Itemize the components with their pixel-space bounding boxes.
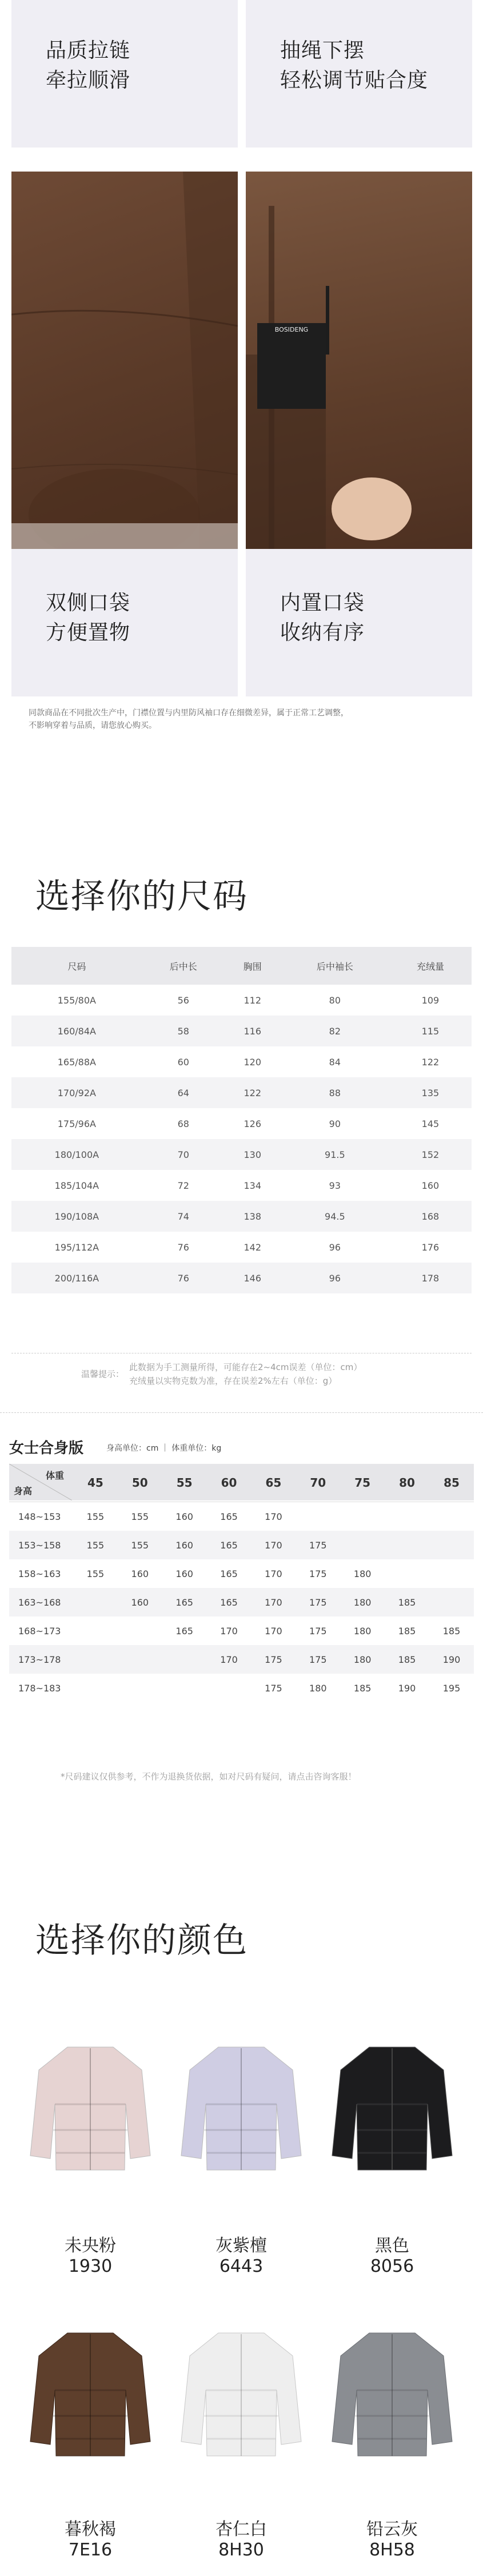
bosideng-label: BOSIDENG — [274, 326, 309, 333]
jacket-icon — [329, 2322, 455, 2459]
table-row — [9, 1588, 474, 1617]
feature-drawcord-title: 抽绳下摆 — [280, 39, 365, 62]
weight-header: 45 — [73, 1464, 118, 1502]
feature-inner-title: 内置口袋 — [280, 591, 365, 615]
table-row — [11, 1263, 472, 1293]
table-cell: 200/116A — [11, 1263, 142, 1293]
table-row — [11, 1046, 472, 1077]
table-cell — [429, 1531, 474, 1559]
table-cell: 60 — [177, 1056, 189, 1068]
table-cell: 160 — [421, 1180, 440, 1191]
feature-drawcord-subtitle: 轻松调节贴合度 — [280, 69, 429, 92]
table-cell: 176 — [421, 1241, 440, 1253]
table-row — [11, 1108, 472, 1139]
table-cell: 76 — [177, 1241, 189, 1253]
feature-section — [0, 0, 483, 696]
table-cell: 190 — [429, 1645, 474, 1674]
table-row — [11, 1170, 472, 1201]
color-name: 未央粉 — [65, 2236, 116, 2256]
weight-header: 85 — [429, 1464, 474, 1502]
table-cell: 94.5 — [281, 1201, 389, 1232]
weight-header: 65 — [252, 1464, 296, 1502]
jacket-icon — [27, 2036, 153, 2173]
table-cell: 68 — [177, 1118, 189, 1129]
table-cell: 155/80A — [57, 994, 96, 1006]
height-cell: 153~158 — [9, 1531, 73, 1559]
table-row — [9, 1502, 474, 1531]
table-cell: 142 — [244, 1241, 262, 1253]
table-cell — [162, 1645, 207, 1674]
table-cell — [296, 1502, 340, 1531]
table-cell — [385, 1559, 429, 1588]
jacket-icon — [178, 2322, 304, 2459]
table-cell: 134 — [244, 1180, 262, 1191]
table-cell — [385, 1502, 429, 1531]
batch-note-line2: 不影响穿着与品质，请您放心购买。 — [29, 721, 157, 730]
table-cell: 146 — [225, 1263, 281, 1293]
color-code: 7E16 — [68, 2540, 113, 2560]
table-cell: 178 — [389, 1263, 472, 1293]
feature-drawcord-panel — [246, 0, 472, 148]
color-card-brown[interactable] — [16, 2322, 165, 2573]
corner-weight-label: 体重 — [45, 1470, 64, 1481]
table-cell: 130 — [225, 1139, 281, 1170]
batch-note-line1: 同款商品在不同批次生产中，门襟位置与内里防风袖口存在细微差异，属于正常工艺调整， — [29, 708, 349, 718]
fit-table — [9, 1464, 474, 1702]
table-cell: 70 — [142, 1139, 225, 1170]
table-cell: 175 — [309, 1568, 327, 1579]
fit-footnote: *尺码建议仅供参考，不作为退换货依据，如对尺码有疑问，请点击咨询客服！ — [61, 1771, 357, 1782]
table-cell: 145 — [421, 1118, 440, 1129]
table-cell — [118, 1617, 162, 1645]
table-cell: 155 — [118, 1531, 162, 1559]
table-cell: 96 — [329, 1241, 341, 1253]
table-cell: 165 — [175, 1625, 193, 1637]
color-code: 6443 — [219, 2256, 264, 2276]
table-cell: 175 — [296, 1645, 340, 1674]
table-cell: 170 — [252, 1531, 296, 1559]
table-cell: 165 — [207, 1531, 252, 1559]
color-code: 8H30 — [218, 2540, 264, 2560]
feature-zipper-subtitle: 牵拉顺滑 — [46, 69, 131, 92]
table-row — [11, 1201, 472, 1232]
feature-pocket-subtitle: 方便置物 — [46, 621, 131, 644]
height-cell: 163~168 — [9, 1588, 73, 1617]
table-cell: 112 — [244, 994, 262, 1006]
table-cell: 126 — [244, 1118, 262, 1129]
table-cell: 115 — [389, 1016, 472, 1046]
color-code: 8H58 — [369, 2540, 415, 2560]
table-cell: 180 — [340, 1645, 385, 1674]
size-col-header: 胸围 — [225, 947, 281, 985]
height-cell: 148~153 — [18, 1511, 61, 1522]
table-cell: 175 — [296, 1531, 340, 1559]
color-name: 暮秋褐 — [65, 2519, 116, 2539]
table-cell — [429, 1588, 474, 1617]
table-cell — [73, 1645, 118, 1674]
section-divider — [0, 1412, 483, 1413]
tip-line1: 此数据为手工测量所得，可能存在2~4cm误差（单位：cm） — [129, 1362, 362, 1372]
weight-header: 50 — [118, 1464, 162, 1502]
table-cell: 80 — [329, 994, 341, 1006]
table-cell: 120 — [244, 1056, 262, 1068]
jacket-icon — [329, 2036, 455, 2173]
table-cell: 185 — [353, 1682, 372, 1694]
table-cell: 175 — [296, 1588, 340, 1617]
table-cell — [162, 1674, 207, 1702]
color-name: 杏仁白 — [215, 2519, 267, 2539]
table-row — [9, 1617, 474, 1645]
color-code: 1930 — [68, 2256, 113, 2276]
feature-pocket-title: 双侧口袋 — [46, 591, 131, 615]
table-cell: 155 — [131, 1511, 149, 1522]
table-cell — [73, 1674, 118, 1702]
size-col-header: 尺码 — [11, 947, 142, 985]
table-cell: 185/104A — [54, 1180, 99, 1191]
table-cell: 180 — [353, 1568, 372, 1579]
table-row — [9, 1645, 474, 1674]
table-cell: 74 — [142, 1201, 225, 1232]
size-col-header: 后中袖长 — [281, 947, 389, 985]
table-cell: 56 — [177, 994, 189, 1006]
table-cell — [118, 1674, 162, 1702]
table-cell: 165 — [220, 1511, 238, 1522]
table-cell: 72 — [177, 1180, 189, 1191]
feature-pocket-panel — [11, 549, 238, 696]
table-row — [11, 985, 472, 1016]
size-title: 选择你的尺码 — [35, 877, 248, 917]
table-cell: 180 — [340, 1588, 385, 1617]
table-cell: 76 — [142, 1263, 225, 1293]
table-cell — [73, 1588, 118, 1617]
table-cell: 122 — [421, 1056, 440, 1068]
fit-units: 身高单位：cm ｜ 体重单位：kg — [106, 1444, 222, 1453]
table-cell: 170 — [207, 1645, 252, 1674]
weight-header: 80 — [385, 1464, 429, 1502]
color-name: 灰紫檀 — [215, 2236, 267, 2256]
table-cell — [207, 1674, 252, 1702]
feature-zipper-panel — [11, 0, 238, 148]
table-cell: 170 — [265, 1568, 282, 1579]
color-card-gray[interactable] — [318, 2322, 466, 2573]
table-cell: 160 — [175, 1568, 193, 1579]
table-cell: 91.5 — [281, 1139, 389, 1170]
size-col-header: 后中长 — [142, 947, 225, 985]
table-cell — [429, 1559, 474, 1588]
table-cell: 90 — [329, 1118, 341, 1129]
table-cell: 96 — [281, 1263, 389, 1293]
table-cell: 175/96A — [57, 1118, 96, 1129]
table-cell: 195/112A — [54, 1241, 99, 1253]
color-card-white[interactable] — [167, 2322, 316, 2573]
feature-zipper-title: 品质拉链 — [46, 39, 131, 62]
color-card-lavender[interactable] — [167, 2036, 316, 2299]
table-cell: 195 — [442, 1682, 461, 1694]
table-cell: 180/100A — [11, 1139, 142, 1170]
color-title: 选择你的颜色 — [35, 1921, 248, 1961]
table-cell — [340, 1531, 385, 1559]
table-cell: 185 — [398, 1625, 416, 1637]
corner-height-label: 身高 — [14, 1486, 33, 1496]
color-card-black[interactable] — [318, 2036, 466, 2299]
table-cell: 170 — [252, 1588, 296, 1617]
table-cell: 160 — [162, 1531, 207, 1559]
jacket-icon — [27, 2322, 153, 2459]
table-cell: 58 — [142, 1016, 225, 1046]
table-cell: 165 — [207, 1588, 252, 1617]
table-cell: 170/92A — [11, 1077, 142, 1108]
table-row — [11, 1139, 472, 1170]
table-row — [9, 1674, 474, 1702]
table-cell: 88 — [281, 1077, 389, 1108]
table-cell: 93 — [329, 1180, 341, 1191]
table-cell: 82 — [281, 1016, 389, 1046]
table-cell: 180 — [353, 1625, 372, 1637]
height-cell: 173~178 — [9, 1645, 73, 1674]
table-cell: 175 — [252, 1645, 296, 1674]
table-cell: 155 — [86, 1568, 105, 1579]
table-cell: 165 — [162, 1588, 207, 1617]
table-cell: 64 — [142, 1077, 225, 1108]
height-cell: 158~163 — [18, 1568, 61, 1579]
tip-label: 温馨提示： — [81, 1369, 125, 1379]
height-cell: 178~183 — [18, 1682, 61, 1694]
table-cell: 168 — [389, 1201, 472, 1232]
weight-header: 60 — [207, 1464, 252, 1502]
color-code: 8056 — [370, 2256, 414, 2276]
color-name: 铅云灰 — [366, 2519, 418, 2539]
table-cell — [73, 1617, 118, 1645]
jacket-icon — [178, 2036, 304, 2173]
table-cell: 160/84A — [11, 1016, 142, 1046]
table-row — [9, 1559, 474, 1588]
table-cell: 116 — [225, 1016, 281, 1046]
table-cell: 122 — [225, 1077, 281, 1108]
color-name: 黑色 — [375, 2236, 409, 2256]
table-cell — [340, 1502, 385, 1531]
color-card-pink[interactable] — [16, 2036, 165, 2299]
tip-line2: 充绒量以实物克数为准，存在误差2%左右（单位：g） — [129, 1376, 337, 1386]
table-row — [11, 1016, 472, 1046]
table-cell: 152 — [389, 1139, 472, 1170]
weight-header: 70 — [296, 1464, 340, 1502]
weight-header: 55 — [162, 1464, 207, 1502]
table-cell: 138 — [225, 1201, 281, 1232]
weight-header: 75 — [340, 1464, 385, 1502]
table-row — [11, 1077, 472, 1108]
inner-pocket-photo — [246, 172, 472, 549]
size-table — [11, 947, 472, 1293]
table-cell: 185 — [385, 1645, 429, 1674]
height-cell: 168~173 — [18, 1625, 61, 1637]
table-cell: 170 — [265, 1511, 282, 1522]
table-row — [11, 1232, 472, 1263]
table-cell: 135 — [389, 1077, 472, 1108]
table-row — [9, 1531, 474, 1559]
table-cell: 190/108A — [11, 1201, 142, 1232]
table-cell: 185 — [442, 1625, 461, 1637]
table-cell: 155 — [73, 1531, 118, 1559]
feature-inner-subtitle: 收纳有序 — [280, 621, 365, 644]
table-cell: 185 — [385, 1588, 429, 1617]
table-cell: 180 — [309, 1682, 327, 1694]
table-cell: 109 — [421, 994, 440, 1006]
table-cell: 160 — [131, 1568, 149, 1579]
size-col-header: 充绒量 — [389, 947, 472, 985]
feature-inner-panel — [246, 549, 472, 696]
table-cell: 175 — [309, 1625, 327, 1637]
fit-title: 女士合身版 — [9, 1440, 84, 1457]
table-cell: 160 — [175, 1511, 193, 1522]
pocket-photo — [11, 172, 238, 549]
table-cell: 165/88A — [57, 1056, 96, 1068]
table-cell — [118, 1645, 162, 1674]
table-cell: 160 — [118, 1588, 162, 1617]
table-cell: 190 — [398, 1682, 416, 1694]
table-cell — [385, 1531, 429, 1559]
table-cell — [429, 1502, 474, 1531]
table-cell: 175 — [265, 1682, 282, 1694]
table-cell: 170 — [220, 1625, 238, 1637]
table-cell: 170 — [265, 1625, 282, 1637]
table-cell: 84 — [329, 1056, 341, 1068]
table-cell: 165 — [220, 1568, 238, 1579]
table-cell: 155 — [86, 1511, 105, 1522]
